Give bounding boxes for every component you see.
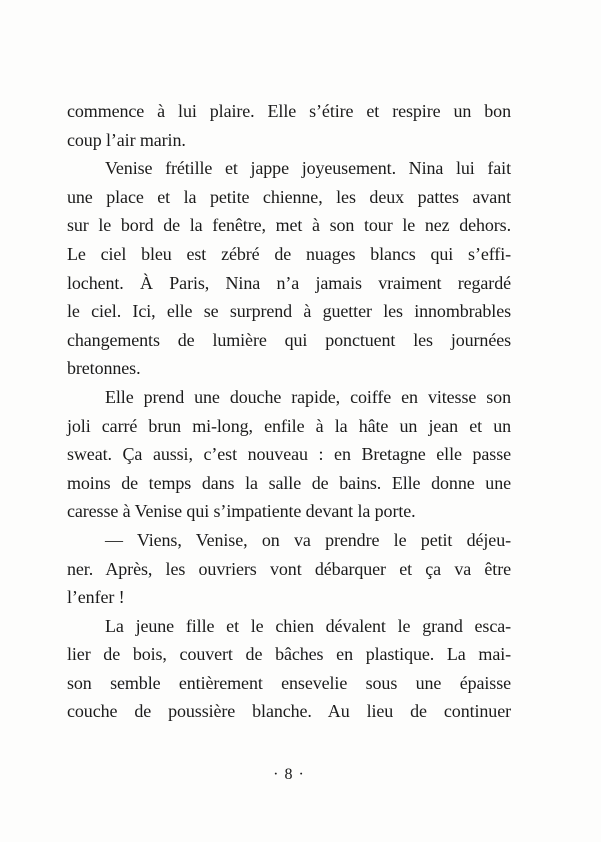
text-line: couche de poussière blanche. Au lieu de continuer	[67, 701, 511, 722]
text-line: coup l’air marin.	[67, 129, 186, 150]
text-line: Le ciel bleu est zébré de nuages blancs qui s’effi-	[67, 243, 511, 264]
text-line: La jeune fille et le chien dévalent le grand esca-	[105, 615, 511, 636]
text-line: le ciel. Ici, elle se surprend à guetter les innombrables	[67, 301, 511, 322]
text-line: bretonnes.	[67, 358, 141, 379]
text-line: sur le bord de la fenêtre, met à son tour le nez dehors.	[67, 215, 511, 236]
text-line: moins de temps dans la salle de bains. Elle donne une	[67, 472, 511, 493]
text-line: commence à lui plaire. Elle s’étire et respire un bon	[67, 101, 511, 121]
text-line: lochent. À Paris, Nina n’a jamais vraiment regardé	[67, 272, 511, 293]
text-line: Venise frétille et jappe joyeusement. Nina lui fait	[105, 158, 511, 179]
page-number: · 8 ·	[273, 766, 305, 783]
text-line: lier de bois, couvert de bâches en plastique. La mai-	[67, 644, 511, 665]
text-line: sweat. Ça aussi, c’est nouveau : en Bretagne elle passe	[67, 444, 511, 465]
text-line: l’enfer !	[67, 587, 125, 608]
text-line: joli carré brun mi-long, enfile à la hâte un jean et un	[67, 415, 511, 436]
text-line: une place et la petite chienne, les deux pattes avant	[67, 186, 511, 207]
page-text	[67, 97, 511, 726]
text-line: changements de lumière qui ponctuent les journées	[67, 329, 511, 350]
text-line: son semble entièrement ensevelie sous une épaisse	[67, 672, 511, 693]
text-line: Elle prend une douche rapide, coiffe en vitesse son	[105, 386, 511, 407]
text-line: caresse à Venise qui s’impatiente devant la porte.	[67, 501, 416, 522]
text-line: ner. Après, les ouvriers vont débarquer et ça va être	[67, 558, 511, 579]
text-line: — Viens, Venise, on va prendre le petit déjeu-	[105, 529, 511, 550]
